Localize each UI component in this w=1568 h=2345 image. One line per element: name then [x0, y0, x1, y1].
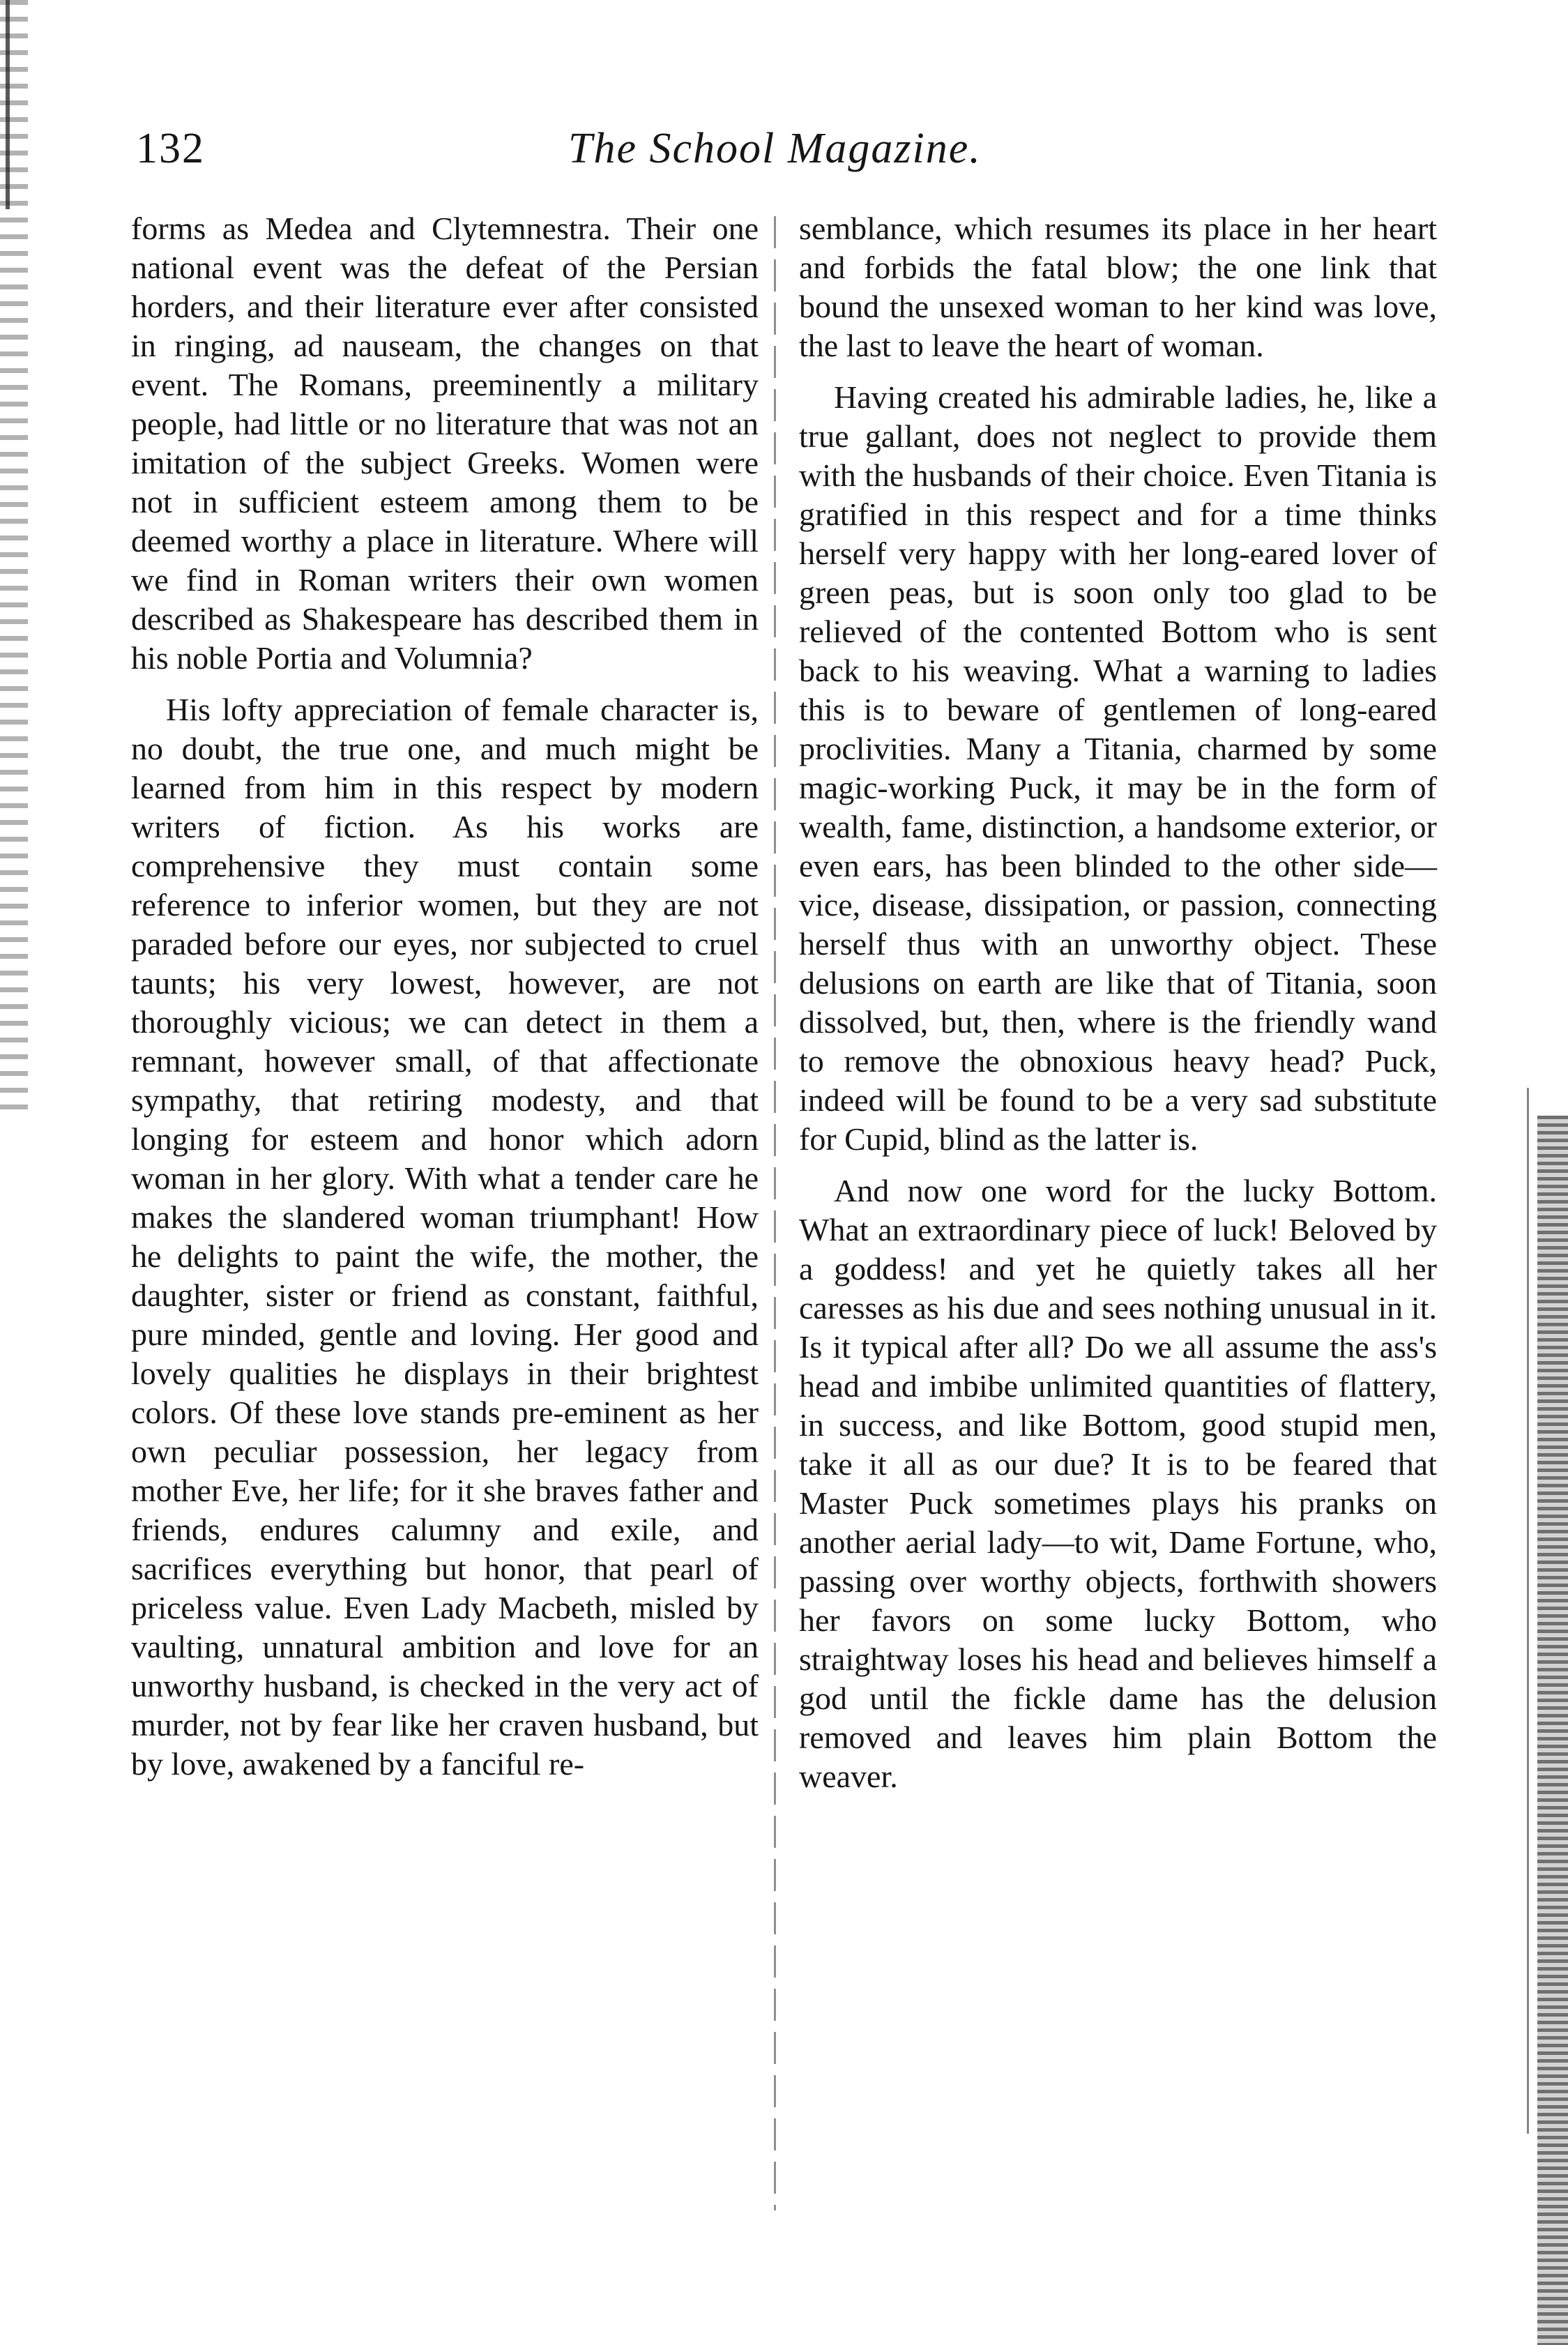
right-paragraph-3: And now one word for the lucky Bottom. What an extraordinary piece of luck! Beloved by a goddess! and yet he quietly takes all her caresses as his due and sees nothing unusual in it. Is it typical after all? Do we all assume the ass's head and imbibe unlimited quantities of flattery, in success, and like Bottom, good stupid men, take it all as our due? It is to be feared that Master Puck sometimes plays his pranks on another aerial lady—to wit, Dame Fortune, who, passing over worthy objects, forthwith showers her favors on some lucky Bottom, who straightway loses his head and believes himself a god until the fickle dame has the delusion removed and leaves him plain Bottom the weaver.	[799, 1173, 1437, 1794]
scan-edge-left-line	[6, 0, 10, 209]
scan-edge-left	[0, 0, 28, 1116]
page-number: 132	[136, 125, 205, 172]
left-paragraph-1: forms as Medea and Clytemnestra. Their one national event was the defeat of the Persian horders, and their literature ever after consisted in ringing, ad nauseam, the changes on that event. The Romans, preeminently a military people, had little or no literature that was not an imitation of the subject Greeks. Women were not in sufficient esteem among them to be deemed worthy a place in literature. Where will we find in Roman writers their own women described as Shakespeare has described them in his noble Portia and Volumnia?	[131, 211, 759, 676]
left-column	[131, 209, 759, 1784]
right-paragraph-2: Having created his admirable ladies, he, like a true gallant, does not neglect to provide them with the husbands of their choice. Even Titania is gratified in this respect and for a time thinks herself very happy with her long-eared lover of green peas, but is soon only too glad to be relieved of the contented Bottom who is sent back to his weaving. What a warning to ladies this is to beware of gentlemen of long-eared proclivities. Many a Titania, charmed by some magic-working Puck, it may be in the form of wealth, fame, distinction, a handsome exterior, or even ears, has been blinded to the other side—vice, disease, dissipation, or passion, connecting herself thus with an unworthy object. These delusions on earth are like that of Titania, soon dissolved, but, then, where is the friendly wand to remove the obnoxious heavy head? Puck, indeed will be found to be a very sad substitute for Cupid, blind as the latter is.	[799, 379, 1437, 1157]
page-header	[136, 124, 1433, 187]
left-paragraph-2: His lofty appreciation of female character is, no doubt, the true one, and much might be learned from him in this respect by modern writers of fiction. As his works are comprehensive they must contain some reference to inferior women, but they are not paraded before our eyes, nor subjected to cruel taunts; his very lowest, however, are not thoroughly vicious; we can detect in them a remnant, however small, of that affectionate sympathy, that retiring modesty, and that longing for esteem and honor which adorn woman in her glory. With what a tender care he makes the slandered woman triumphant! How he delights to paint the wife, the mother, the daughter, sister or friend as constant, faithful, pure minded, gentle and loving. Her good and lovely qualities he displays in their brightest colors. Of these love stands pre-eminent as her own peculiar possession, her legacy from mother Eve, her life; for it she braves father and friends, endures calumny and exile, and sacrifices everything but honor, that pearl of priceless value. Even Lady Macbeth, misled by vaulting, unnatural ambition and love for an unworthy husband, is checked in the very act of murder, not by fear like her craven husband, but by love, awakened by a fanciful re-	[131, 692, 759, 1782]
right-column	[799, 209, 1437, 1796]
scan-edge-right-line	[1527, 1088, 1529, 2134]
column-divider	[774, 216, 776, 2210]
running-title: The School Magazine.	[568, 125, 982, 172]
right-paragraph-1: semblance, which resumes its place in her heart and forbids the fatal blow; the one link that bound the unsexed woman to her kind was love, the last to leave the heart of woman.	[799, 211, 1437, 363]
scan-edge-right	[1537, 1116, 1568, 2345]
